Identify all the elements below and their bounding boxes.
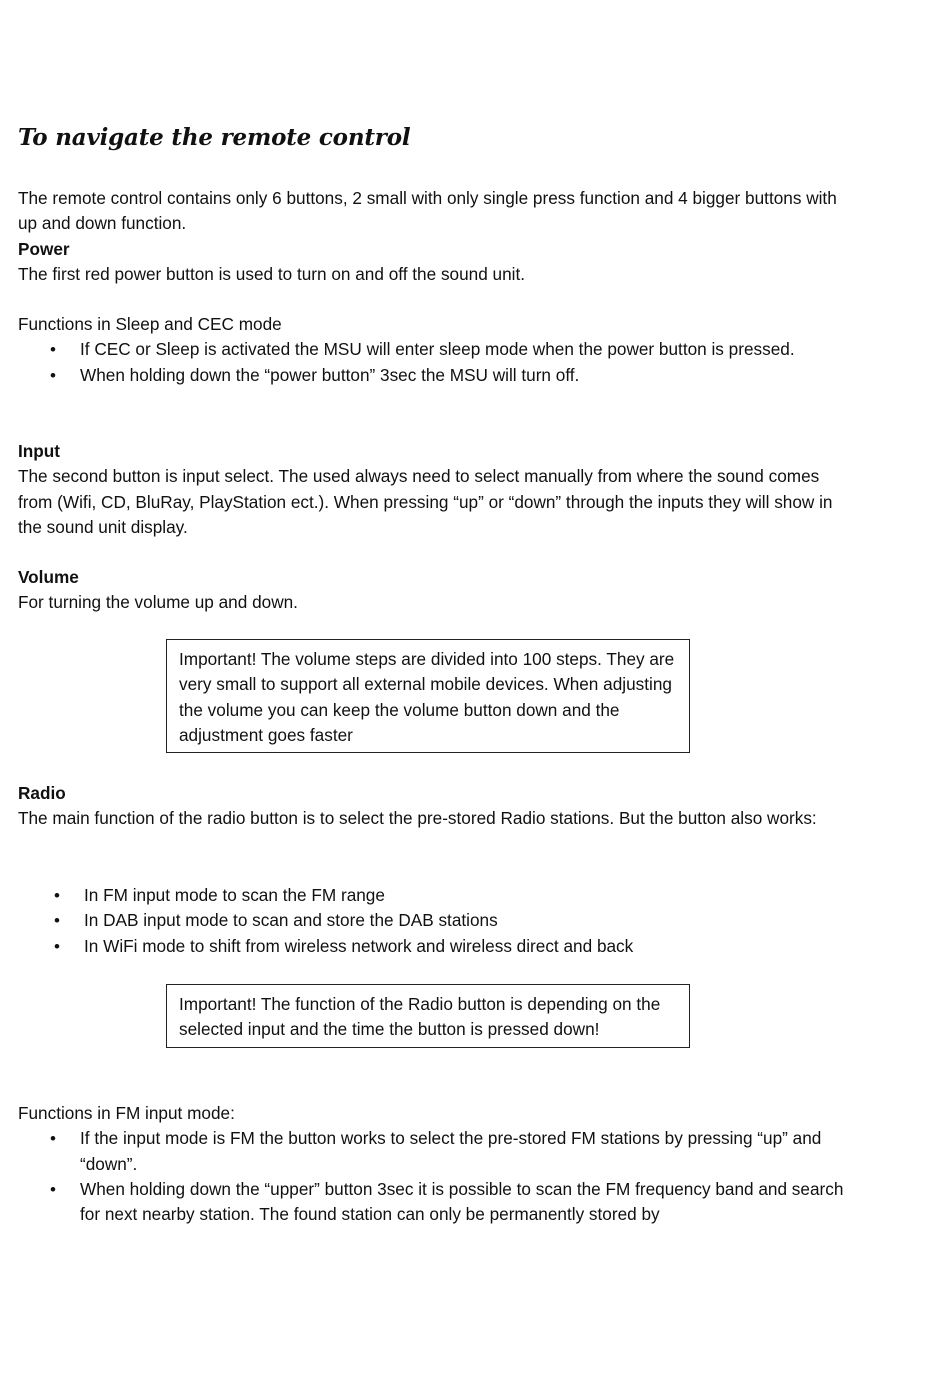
power-functions-heading: Functions in Sleep and CEC mode <box>18 314 282 334</box>
volume-paragraph: For turning the volume up and down. <box>18 592 298 613</box>
fm-bullet-list <box>18 1126 858 1227</box>
input-section <box>18 439 858 540</box>
intro-section <box>18 186 858 287</box>
list-item: • In DAB input mode to scan and store the DAB stations <box>18 908 858 933</box>
list-item: • When holding down the “upper” button 3sec it is possible to scan the FM frequency band and search for next nearby station. The found station can only be permanently stored by <box>18 1177 858 1228</box>
volume-note-box <box>166 639 690 753</box>
list-item: • When holding down the “power button” 3sec the MSU will turn off. <box>18 363 858 388</box>
power-bullet-list <box>18 337 858 388</box>
radio-paragraph: The main function of the radio button is to select the pre-stored Radio stations. But the button also works: <box>18 808 817 829</box>
list-item: • In FM input mode to scan the FM range <box>18 883 858 908</box>
volume-section <box>18 565 858 616</box>
radio-section <box>18 781 858 832</box>
radio-note-text: Important! The function of the Radio button is depending on the selected input and the time the button is pressed down! <box>179 994 661 1040</box>
volume-heading: Volume <box>18 567 79 587</box>
radio-bullet-list <box>18 883 858 959</box>
intro-paragraph: The remote control contains only 6 buttons, 2 small with only single press function and 4 bigger buttons with up and down function. <box>18 188 837 234</box>
list-item: • If the input mode is FM the button works to select the pre-stored FM stations by pressing “up” and “down”. <box>18 1126 858 1177</box>
fm-section <box>18 1101 858 1227</box>
list-item: • In WiFi mode to shift from wireless network and wireless direct and back <box>18 934 858 959</box>
radio-bullets-section <box>18 883 858 959</box>
input-heading: Input <box>18 441 60 461</box>
radio-heading: Radio <box>18 783 66 803</box>
page-title: To navigate the remote control <box>18 124 411 151</box>
fm-heading: Functions in FM input mode: <box>18 1103 235 1123</box>
power-functions-section <box>18 312 858 388</box>
power-paragraph: The first red power button is used to turn on and off the sound unit. <box>18 263 526 284</box>
input-paragraph: The second button is input select. The used always need to select manually from where the sound comes from (Wifi, CD, BluRay, PlayStation ect.). When pressing “up” or “down” through the inputs they will show in the sound unit display. <box>18 466 833 537</box>
volume-note-text: Important! The volume steps are divided into 100 steps. They are very small to support all external mobile devices. When adjusting the volume you can keep the volume button down and the adjustment goes faster <box>179 649 675 745</box>
list-item: • If CEC or Sleep is activated the MSU will enter sleep mode when the power button is pressed. <box>18 337 858 362</box>
power-heading: Power <box>18 238 70 259</box>
radio-note-box <box>166 984 690 1048</box>
